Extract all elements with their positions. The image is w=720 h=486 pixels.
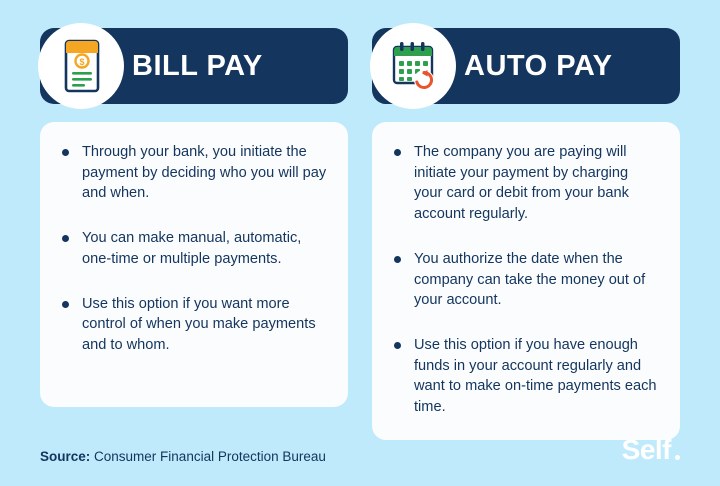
column-bill-pay (40, 28, 348, 407)
icon-circle-auto-pay (370, 23, 456, 109)
source-credit (40, 449, 326, 464)
source-value: Consumer Financial Protection Bureau (94, 449, 326, 464)
svg-text:$: $ (79, 57, 85, 67)
list-item: You authorize the date when the company can take the money out of your account. (390, 249, 660, 311)
bullet-list-bill-pay (58, 142, 328, 356)
footer (40, 436, 680, 464)
bullet-list-auto-pay (390, 142, 660, 418)
list-item: Use this option if you have enough funds in your account regularly and want to make on-time payments each time. (390, 335, 660, 418)
bill-invoice-icon (54, 37, 108, 95)
list-item: You can make manual, automatic, one-time or multiple payments. (58, 228, 328, 269)
header-title-bill-pay: BILL PAY (132, 49, 263, 82)
header-pill-bill-pay (40, 28, 348, 104)
header-pill-auto-pay (372, 28, 680, 104)
list-item: Through your bank, you initiate the payment by deciding who you will pay and when. (58, 142, 328, 204)
comparison-columns (40, 28, 680, 440)
card-bill-pay (40, 122, 348, 407)
list-item: Use this option if you want more control of when you make payments and to whom. (58, 294, 328, 356)
card-auto-pay (372, 122, 680, 440)
icon-circle-bill-pay (38, 23, 124, 109)
header-title-auto-pay: AUTO PAY (464, 49, 613, 82)
brand-logo: Self (622, 436, 680, 464)
column-auto-pay (372, 28, 680, 440)
list-item: The company you are paying will initiate your payment by charging your card or debit from your bank account regularly. (390, 142, 660, 225)
calendar-recurring-icon (386, 37, 440, 95)
source-label: Source: (40, 449, 91, 464)
